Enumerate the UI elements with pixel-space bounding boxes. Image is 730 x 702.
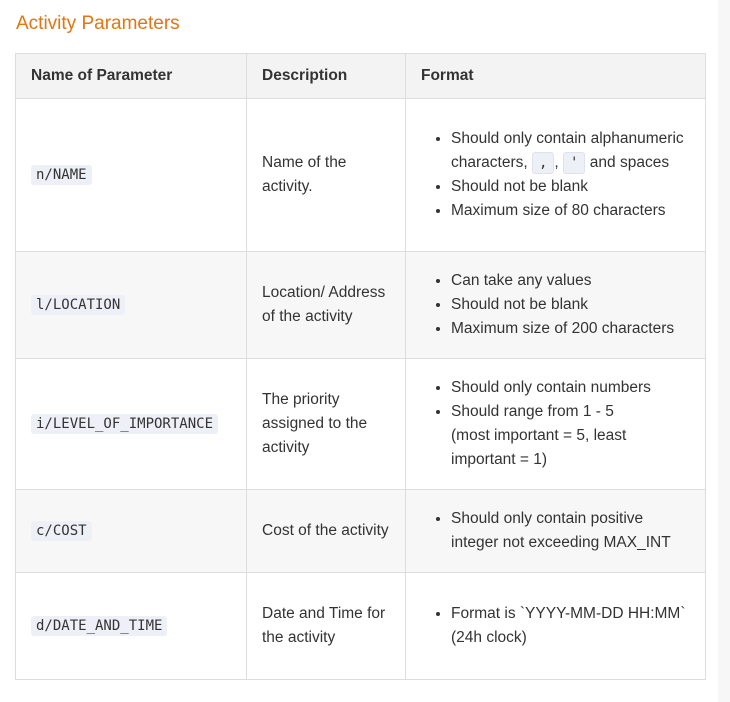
format-item [451,127,690,175]
right-edge-strip [718,0,730,702]
table-row [16,573,706,680]
table-row [16,252,706,359]
format-note: (most important = 5, least important = 1) [451,427,627,468]
table-row [16,99,706,252]
param-code: n/NAME [31,165,92,185]
format-cell [406,99,706,252]
format-item: • Should only contain numbers [451,376,690,400]
table-row [16,359,706,490]
format-item: • Should not be blank [451,293,690,317]
format-text: Should range from 1 - 5 [451,403,614,420]
format-item [451,400,690,472]
format-item: • Should not be blank [451,175,690,199]
format-list [421,602,690,650]
param-cell [16,252,247,359]
param-cell [16,490,247,573]
param-code: l/LOCATION [31,295,125,315]
description-cell: Cost of the activity [247,490,406,573]
comma-code: , [532,152,554,174]
param-code: c/COST [31,521,92,541]
param-code: i/LEVEL_OF_IMPORTANCE [31,414,218,434]
quote-code: ' [563,152,585,174]
format-text: and spaces [585,154,670,171]
format-separator: , [554,154,564,171]
table-header-row [16,54,706,99]
format-item: • Should only contain positive integer not exceeding MAX_INT [451,507,690,555]
format-item: • Can take any values [451,269,690,293]
format-item: • Maximum size of 200 characters [451,317,690,341]
format-item [451,602,690,650]
param-cell [16,573,247,680]
description-cell: Location/ Address of the activity [247,252,406,359]
format-item: • Maximum size of 80 characters [451,199,690,223]
param-cell [16,359,247,490]
description-cell: Name of the activity. [247,99,406,252]
format-list [421,376,690,472]
header-format: Format [406,54,706,99]
description-cell: Date and Time for the activity [247,573,406,680]
format-cell [406,573,706,680]
format-note: (24h clock) [451,629,527,646]
section-heading: Activity Parameters [16,13,180,34]
format-list [421,269,690,341]
header-name-of-parameter: Name of Parameter [16,54,247,99]
param-code: d/DATE_AND_TIME [31,616,167,636]
format-text: Should only contain alphanumeric characters, [451,130,684,171]
format-list [421,127,690,223]
param-cell [16,99,247,252]
description-cell: The priority assigned to the activity [247,359,406,490]
format-cell [406,252,706,359]
header-description: Description [247,54,406,99]
format-text: Format is `YYYY-MM-DD HH:MM` [451,605,686,622]
format-list [421,507,690,555]
activity-parameters-table [15,53,706,680]
format-cell [406,490,706,573]
format-cell [406,359,706,490]
table-row [16,490,706,573]
